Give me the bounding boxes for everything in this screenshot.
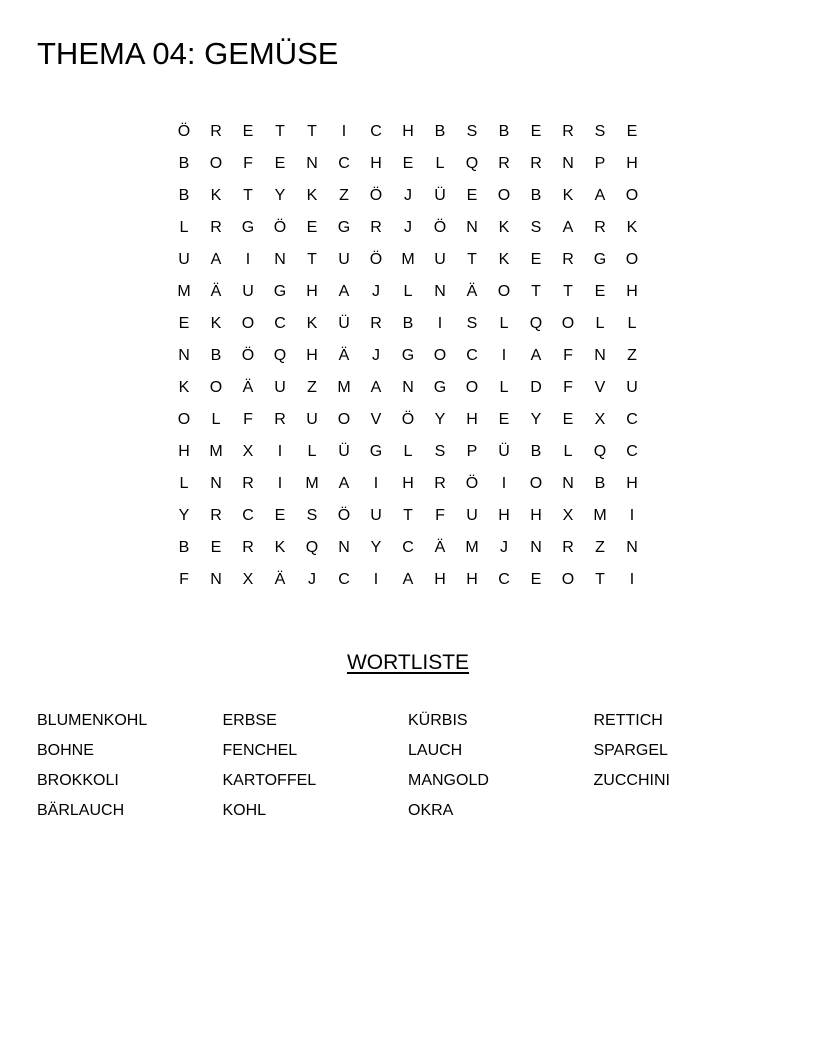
- grid-cell: I: [501, 475, 507, 492]
- grid-cell: R: [242, 475, 254, 492]
- grid-cell: M: [209, 443, 223, 460]
- grid-cell: V: [370, 411, 382, 428]
- grid-cell: O: [433, 347, 447, 364]
- grid-cell: K: [306, 315, 318, 332]
- grid-cell: F: [563, 379, 573, 396]
- grid-cell: Q: [273, 347, 287, 364]
- grid-cell: C: [242, 507, 254, 524]
- word-list-item: FENCHEL: [222, 742, 298, 759]
- grid-cell: T: [595, 571, 605, 588]
- grid-cell: C: [626, 443, 638, 460]
- grid-cell: S: [466, 315, 478, 332]
- grid-cell: U: [466, 507, 478, 524]
- grid-cell: G: [369, 443, 383, 460]
- grid-cell: B: [594, 475, 606, 492]
- grid-cell: S: [306, 507, 318, 524]
- word-list-item: ZUCCHINI: [593, 772, 670, 789]
- grid-cell: M: [465, 539, 479, 556]
- grid-cell: Q: [305, 539, 319, 556]
- grid-cell: O: [177, 411, 191, 428]
- grid-cell: M: [337, 379, 351, 396]
- grid-cell: B: [498, 123, 510, 140]
- grid-cell: S: [594, 123, 606, 140]
- word-list-item: BOHNE: [37, 742, 94, 759]
- grid-cell: H: [306, 347, 318, 364]
- grid-cell: O: [625, 251, 639, 268]
- grid-cell: U: [370, 507, 382, 524]
- grid-cell: A: [530, 347, 542, 364]
- grid-cell: Ä: [338, 347, 350, 364]
- grid-cell: A: [594, 187, 606, 204]
- grid-cell: R: [370, 219, 382, 236]
- grid-cell: Ä: [466, 283, 478, 300]
- grid-cell: H: [370, 155, 382, 172]
- grid-cell: R: [498, 155, 510, 172]
- grid-cell: M: [593, 507, 607, 524]
- page-title: THEMA 04: GEMÜSE: [37, 36, 339, 71]
- grid-cell: Y: [370, 539, 382, 556]
- grid-cell: H: [626, 155, 638, 172]
- grid-cell: Y: [530, 411, 542, 428]
- grid-cell: I: [373, 571, 379, 588]
- grid-cell: F: [243, 411, 253, 428]
- grid-cell: X: [562, 507, 574, 524]
- grid-cell: O: [465, 379, 479, 396]
- grid-cell: I: [629, 571, 635, 588]
- grid-cell: Z: [627, 347, 637, 364]
- grid-cell: B: [178, 539, 190, 556]
- grid-cell: E: [242, 123, 254, 140]
- grid-cell: N: [626, 539, 638, 556]
- grid-cell: Y: [434, 411, 446, 428]
- grid-cell: O: [497, 283, 511, 300]
- grid-cell: E: [594, 283, 606, 300]
- grid-cell: R: [594, 219, 606, 236]
- grid-cell: G: [273, 283, 287, 300]
- grid-cell: Ö: [401, 411, 415, 428]
- grid-cell: B: [178, 155, 190, 172]
- word-list-item: ERBSE: [222, 712, 277, 729]
- grid-cell: F: [563, 347, 573, 364]
- grid-cell: H: [402, 475, 414, 492]
- grid-cell: K: [626, 219, 638, 236]
- grid-cell: Z: [307, 379, 317, 396]
- grid-cell: Ö: [273, 219, 287, 236]
- grid-cell: Ä: [274, 571, 286, 588]
- grid-cell: J: [372, 347, 380, 364]
- grid-cell: H: [626, 283, 638, 300]
- grid-cell: Q: [529, 315, 543, 332]
- grid-cell: E: [530, 251, 542, 268]
- word-list-item: KOHL: [222, 802, 267, 819]
- grid-cell: Z: [339, 187, 349, 204]
- grid-cell: R: [210, 219, 222, 236]
- grid-cell: Z: [595, 539, 605, 556]
- grid-cell: F: [435, 507, 445, 524]
- grid-cell: L: [627, 315, 637, 332]
- grid-cell: H: [306, 283, 318, 300]
- grid-cell: T: [563, 283, 573, 300]
- grid-cell: E: [306, 219, 318, 236]
- grid-cell: B: [434, 123, 446, 140]
- word-list-item: RETTICH: [593, 712, 663, 729]
- grid-cell: T: [307, 251, 317, 268]
- grid-cell: I: [629, 507, 635, 524]
- grid-cell: H: [626, 475, 638, 492]
- grid-cell: L: [595, 315, 605, 332]
- grid-cell: N: [274, 251, 286, 268]
- grid-cell: Y: [274, 187, 286, 204]
- grid-cell: C: [370, 123, 382, 140]
- grid-cell: K: [210, 315, 222, 332]
- grid-cell: T: [467, 251, 477, 268]
- grid-cell: Q: [465, 155, 479, 172]
- grid-cell: O: [529, 475, 543, 492]
- word-list-item: BROKKOLI: [37, 772, 119, 789]
- grid-cell: H: [402, 123, 414, 140]
- word-list-item: MANGOLD: [408, 772, 489, 789]
- word-list: [37, 706, 779, 826]
- grid-cell: M: [305, 475, 319, 492]
- grid-cell: Ö: [177, 123, 191, 140]
- grid-cell: N: [466, 219, 478, 236]
- grid-cell: K: [498, 219, 510, 236]
- grid-cell: E: [274, 155, 286, 172]
- grid-cell: Ö: [337, 507, 351, 524]
- grid-cell: K: [274, 539, 286, 556]
- grid-cell: X: [242, 571, 254, 588]
- grid-cell: S: [434, 443, 446, 460]
- grid-cell: U: [434, 251, 446, 268]
- grid-cell: G: [433, 379, 447, 396]
- grid-cell: B: [178, 187, 190, 204]
- grid-cell: U: [338, 251, 350, 268]
- grid-cell: U: [306, 411, 318, 428]
- word-list-item: BLUMENKOHL: [37, 712, 148, 729]
- grid-cell: I: [501, 347, 507, 364]
- grid-cell: A: [338, 475, 350, 492]
- grid-cell: U: [274, 379, 286, 396]
- grid-cell: Y: [178, 507, 190, 524]
- grid-cell: G: [337, 219, 351, 236]
- grid-cell: C: [402, 539, 414, 556]
- grid-cell: N: [434, 283, 446, 300]
- grid-cell: B: [530, 443, 542, 460]
- grid-cell: P: [594, 155, 606, 172]
- grid-cell: R: [562, 539, 574, 556]
- grid-cell: T: [531, 283, 541, 300]
- grid-cell: U: [242, 283, 254, 300]
- grid-cell: T: [243, 187, 253, 204]
- grid-cell: N: [306, 155, 318, 172]
- grid-cell: Ö: [369, 251, 383, 268]
- grid-cell: T: [403, 507, 413, 524]
- grid-cell: K: [498, 251, 510, 268]
- grid-cell: R: [562, 251, 574, 268]
- grid-cell: H: [434, 571, 446, 588]
- grid-cell: L: [403, 443, 413, 460]
- grid-cell: K: [178, 379, 190, 396]
- grid-cell: H: [498, 507, 510, 524]
- grid-cell: E: [562, 411, 574, 428]
- grid-cell: H: [178, 443, 190, 460]
- word-list-item: BÄRLAUCH: [37, 802, 125, 819]
- grid-cell: E: [530, 571, 542, 588]
- word-list-item: OKRA: [408, 802, 454, 819]
- grid-cell: I: [437, 315, 443, 332]
- grid-cell: X: [242, 443, 254, 460]
- grid-cell: O: [561, 571, 575, 588]
- word-list-item: KARTOFFEL: [222, 772, 317, 789]
- grid-cell: S: [530, 219, 542, 236]
- grid-cell: G: [593, 251, 607, 268]
- grid-cell: C: [498, 571, 510, 588]
- word-list-item: SPARGEL: [593, 742, 668, 759]
- grid-cell: A: [402, 571, 414, 588]
- grid-cell: G: [241, 219, 255, 236]
- letter-grid: [168, 116, 648, 596]
- grid-cell: C: [338, 571, 350, 588]
- grid-cell: U: [626, 379, 638, 396]
- grid-cell: T: [275, 123, 285, 140]
- grid-cell: K: [306, 187, 318, 204]
- grid-cell: Ü: [434, 187, 446, 204]
- grid-cell: E: [466, 187, 478, 204]
- grid-cell: Q: [593, 443, 607, 460]
- grid-cell: N: [338, 539, 350, 556]
- grid-cell: E: [530, 123, 542, 140]
- grid-cell: E: [626, 123, 638, 140]
- grid-cell: I: [277, 475, 283, 492]
- grid-cell: E: [498, 411, 510, 428]
- grid-cell: L: [563, 443, 573, 460]
- grid-cell: O: [209, 379, 223, 396]
- grid-cell: T: [307, 123, 317, 140]
- word-list-item: LAUCH: [408, 742, 463, 759]
- grid-cell: V: [594, 379, 606, 396]
- grid-cell: L: [179, 475, 189, 492]
- grid-cell: I: [245, 251, 251, 268]
- grid-cell: J: [404, 219, 412, 236]
- grid-cell: Ü: [338, 315, 350, 332]
- grid-cell: J: [500, 539, 508, 556]
- grid-cell: O: [625, 187, 639, 204]
- grid-cell: R: [530, 155, 542, 172]
- grid-cell: E: [178, 315, 190, 332]
- grid-cell: C: [466, 347, 478, 364]
- grid-cell: N: [562, 475, 574, 492]
- grid-cell: R: [434, 475, 446, 492]
- grid-cell: H: [466, 411, 478, 428]
- grid-cell: O: [337, 411, 351, 428]
- grid-cell: B: [530, 187, 542, 204]
- grid-cell: X: [594, 411, 606, 428]
- grid-cell: U: [178, 251, 190, 268]
- grid-cell: K: [562, 187, 574, 204]
- grid-cell: H: [466, 571, 478, 588]
- grid-cell: R: [242, 539, 254, 556]
- grid-cell: H: [530, 507, 542, 524]
- grid-cell: A: [338, 283, 350, 300]
- grid-cell: L: [435, 155, 445, 172]
- grid-cell: B: [402, 315, 414, 332]
- grid-cell: A: [210, 251, 222, 268]
- grid-cell: O: [209, 155, 223, 172]
- grid-cell: I: [341, 123, 347, 140]
- grid-cell: L: [403, 283, 413, 300]
- grid-cell: L: [499, 315, 509, 332]
- grid-cell: C: [338, 155, 350, 172]
- grid-cell: Ä: [434, 539, 446, 556]
- grid-cell: Ü: [498, 443, 510, 460]
- grid-cell: Ü: [338, 443, 350, 460]
- grid-cell: N: [530, 539, 542, 556]
- grid-cell: R: [274, 411, 286, 428]
- grid-cell: Ö: [369, 187, 383, 204]
- grid-cell: R: [370, 315, 382, 332]
- grid-cell: O: [241, 315, 255, 332]
- grid-cell: Ä: [242, 379, 254, 396]
- grid-cell: I: [373, 475, 379, 492]
- grid-cell: C: [626, 411, 638, 428]
- grid-cell: B: [210, 347, 222, 364]
- wordlist-heading: [0, 649, 816, 677]
- word-list-item: KÜRBIS: [408, 712, 468, 729]
- grid-cell: N: [562, 155, 574, 172]
- grid-cell: L: [211, 411, 221, 428]
- grid-cell: Ö: [465, 475, 479, 492]
- grid-cell: G: [401, 347, 415, 364]
- grid-cell: L: [499, 379, 509, 396]
- grid-cell: N: [210, 475, 222, 492]
- grid-cell: F: [179, 571, 189, 588]
- grid-cell: E: [210, 539, 222, 556]
- grid-cell: R: [210, 507, 222, 524]
- grid-cell: Ö: [241, 347, 255, 364]
- grid-cell: Ä: [210, 283, 222, 300]
- grid-cell: J: [308, 571, 316, 588]
- grid-cell: S: [466, 123, 478, 140]
- grid-cell: N: [402, 379, 414, 396]
- grid-cell: R: [562, 123, 574, 140]
- grid-cell: E: [274, 507, 286, 524]
- wordlist-heading-text: WORTLISTE: [346, 651, 470, 674]
- grid-cell: E: [402, 155, 414, 172]
- grid-cell: L: [179, 219, 189, 236]
- grid-cell: O: [497, 187, 511, 204]
- grid-cell: M: [401, 251, 415, 268]
- grid-cell: P: [466, 443, 478, 460]
- grid-cell: J: [372, 283, 380, 300]
- grid-cell: R: [210, 123, 222, 140]
- grid-cell: F: [243, 155, 253, 172]
- grid-cell: D: [530, 379, 542, 396]
- grid-cell: L: [307, 443, 317, 460]
- grid-cell: Ö: [433, 219, 447, 236]
- grid-cell: N: [594, 347, 606, 364]
- grid-cell: N: [210, 571, 222, 588]
- grid-cell: A: [562, 219, 574, 236]
- grid-cell: A: [370, 379, 382, 396]
- grid-cell: N: [178, 347, 190, 364]
- grid-cell: I: [277, 443, 283, 460]
- grid-cell: M: [177, 283, 191, 300]
- grid-cell: J: [404, 187, 412, 204]
- grid-cell: K: [210, 187, 222, 204]
- grid-cell: O: [561, 315, 575, 332]
- grid-cell: C: [274, 315, 286, 332]
